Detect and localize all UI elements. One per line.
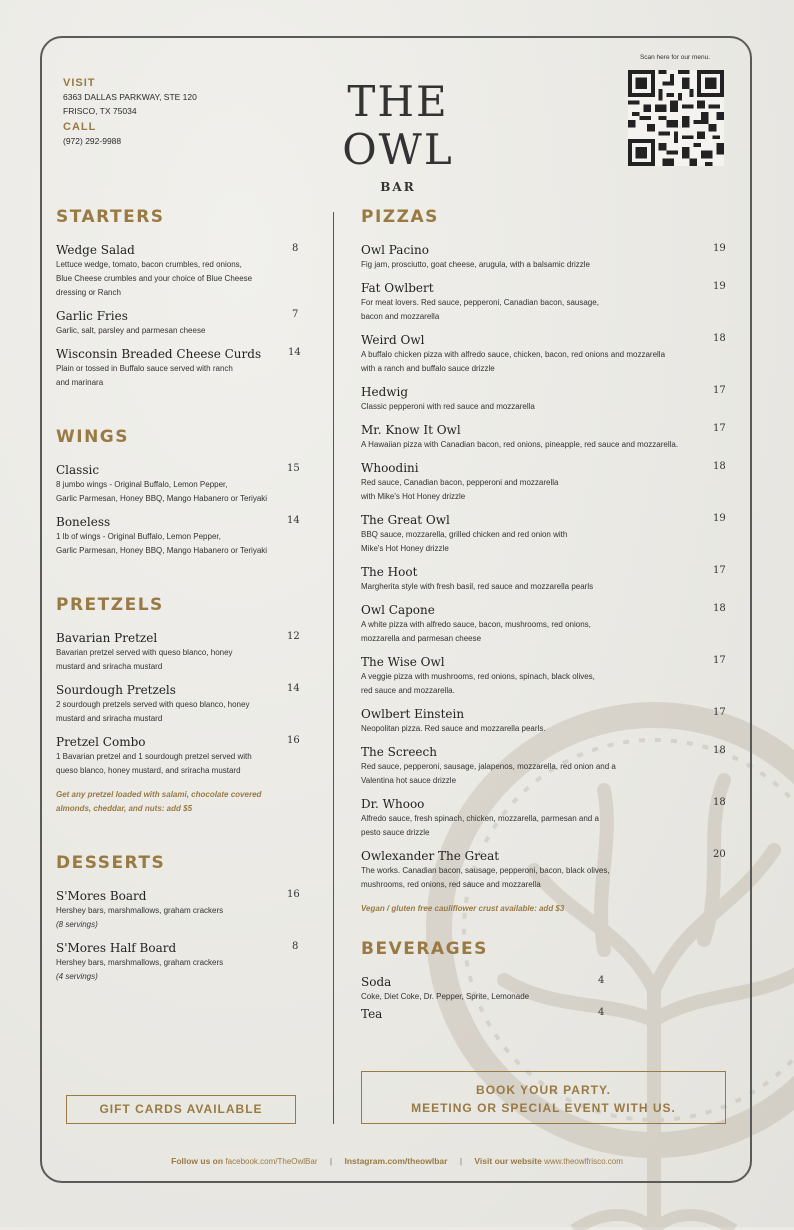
item-desc: Neopolitan pizza. Red sauce and mozzarella pearls. (361, 724, 546, 733)
item-desc: Plain or tossed in Buffalo sauce served with ranch (56, 364, 233, 373)
item-price: 18 (713, 603, 726, 614)
item-desc: For meat lovers. Red sauce, pepperoni, Canadian bacon, sausage, (361, 298, 599, 307)
starters-title: STARTERS (56, 207, 165, 227)
item-name: Whoodini (361, 461, 419, 475)
item-desc: Hershey bars, marshmallows, graham crackers (56, 906, 224, 915)
contact-info (63, 76, 197, 148)
item-name: Wisconsin Breaded Cheese Curds (56, 347, 262, 361)
item-name: Tea (361, 1007, 383, 1021)
qr-caption: Scan here for our menu. (639, 54, 711, 61)
item-price: 12 (287, 631, 300, 642)
item-name: The Hoot (361, 565, 418, 579)
item-desc: 1 lb of wings - Original Buffalo, Lemon Pepper, (56, 532, 221, 541)
item-desc: red sauce and mozzarella. (361, 686, 455, 695)
menu-item (361, 384, 726, 414)
item-name: Owl Capone (361, 603, 435, 617)
item-price: 16 (287, 735, 300, 746)
item-desc: Coke, Diet Coke, Dr. Pepper, Sprite, Lemonade (361, 992, 530, 1001)
menu-item (56, 308, 306, 338)
item-price: 14 (287, 683, 300, 694)
item-desc: Red sauce, Canadian bacon, pepperoni and mozzarella (361, 478, 559, 487)
menu-item (361, 460, 726, 504)
menu-item (361, 422, 726, 452)
pretzel-note (56, 788, 261, 816)
logo-subtitle: BAR (380, 180, 416, 194)
item-price: 15 (287, 463, 300, 474)
item-price: 19 (713, 281, 726, 292)
item-price: 7 (292, 309, 299, 320)
item-price: 4 (598, 975, 605, 986)
item-name: Fat Owlbert (361, 281, 434, 295)
item-price: 17 (713, 707, 726, 718)
logo-title: THE OWL (342, 77, 454, 174)
item-name: Pretzel Combo (56, 735, 146, 749)
item-desc: Garlic, salt, parsley and parmesan cheese (56, 326, 206, 335)
item-desc: 2 sourdough pretzels served with queso blanco, honey (56, 700, 250, 709)
item-desc: Garlic Parmesan, Honey BBQ, Mango Habanero or Teriyaki (56, 546, 268, 555)
item-desc: Alfredo sauce, fresh spinach, chicken, mozzarella, parmesan and a (361, 814, 599, 823)
item-price: 17 (713, 655, 726, 666)
instagram-link[interactable]: Instagram.com/theowlbar (344, 1156, 448, 1166)
menu-item (56, 462, 306, 506)
item-name: Bavarian Pretzel (56, 631, 158, 645)
item-name: S'Mores Board (56, 889, 147, 903)
facebook-link[interactable]: facebook.com/TheOwlBar (225, 1157, 318, 1166)
item-name: Sourdough Pretzels (56, 683, 176, 697)
item-desc: 8 jumbo wings - Original Buffalo, Lemon Pepper, (56, 480, 228, 489)
menu-item (361, 332, 726, 376)
item-serving: (8 servings) (56, 920, 98, 929)
item-desc: pesto sauce drizzle (361, 828, 430, 837)
item-desc: Lettuce wedge, tomato, bacon crumbles, red onions, (56, 260, 242, 269)
item-serving: (4 servings) (56, 972, 98, 981)
facebook-label: Follow us on (171, 1156, 224, 1166)
call-label: CALL (63, 121, 97, 133)
item-price: 19 (713, 243, 726, 254)
item-name: Classic (56, 463, 100, 477)
item-name: Garlic Fries (56, 309, 128, 323)
item-name: Hedwig (361, 385, 409, 399)
menu-item (56, 630, 306, 674)
website-label: Visit our website (474, 1156, 542, 1166)
item-desc: Red sauce, pepperoni, sausage, jalapenos, mozzarella, red onion and a (361, 762, 616, 771)
menu-item (56, 888, 306, 932)
menu-item (361, 796, 726, 840)
item-desc: and marinara (56, 378, 104, 387)
menu-item (361, 564, 726, 594)
item-name: Owlexander The Great (361, 849, 500, 863)
item-desc: mozzarella and parmesan cheese (361, 634, 482, 643)
item-desc: Hershey bars, marshmallows, graham crackers (56, 958, 224, 967)
item-desc: Garlic Parmesan, Honey BBQ, Mango Habanero or Teriyaki (56, 494, 268, 503)
item-price: 4 (598, 1007, 605, 1018)
item-price: 19 (713, 513, 726, 524)
item-price: 14 (288, 347, 301, 358)
menu-item (361, 744, 726, 788)
item-desc: mustard and sriracha mustard (56, 714, 163, 723)
item-name: Owl Pacino (361, 243, 429, 257)
column-divider (333, 212, 334, 1124)
menu-item (361, 280, 726, 324)
note-line: Get any pretzel loaded with salami, chocolate covered (56, 790, 262, 799)
menu-item (361, 974, 611, 1004)
pizzas-title: PIZZAS (361, 207, 439, 227)
item-price: 20 (713, 849, 726, 860)
note-line: almonds, cheddar, and nuts: add $5 (56, 804, 193, 813)
menu-item (361, 654, 726, 698)
footer-separator: | (459, 1156, 463, 1166)
item-desc: with a ranch and buffalo sauce drizzle (361, 364, 495, 373)
menu-item (56, 734, 306, 778)
item-desc: Fig jam, prosciutto, goat cheese, arugula, with a balsamic drizzle (361, 260, 590, 269)
gift-cards-button[interactable]: GIFT CARDS AVAILABLE (66, 1095, 296, 1124)
item-desc: Margherita style with fresh basil, red sauce and mozzarella pearls (361, 582, 594, 591)
menu-item (361, 706, 726, 736)
item-desc: A Hawaiian pizza with Canadian bacon, red onions, pineapple, red sauce and mozzarella. (361, 440, 679, 449)
item-price: 17 (713, 565, 726, 576)
menu-item (56, 346, 306, 390)
item-name: Weird Owl (361, 333, 425, 347)
item-name: Soda (361, 975, 392, 989)
menu-item (56, 682, 306, 726)
menu-item (361, 602, 726, 646)
visit-label: VISIT (63, 77, 96, 89)
item-price: 18 (713, 461, 726, 472)
item-desc: Blue Cheese crumbles and your choice of Blue Cheese (56, 274, 253, 283)
item-price: 17 (713, 423, 726, 434)
item-desc: A veggie pizza with mushrooms, red onions, spinach, black olives, (361, 672, 595, 681)
item-price: 18 (713, 745, 726, 756)
book-party-button[interactable] (361, 1071, 726, 1124)
footer (0, 1156, 794, 1166)
item-desc: Classic pepperoni with red sauce and mozzarella (361, 402, 535, 411)
phone-number[interactable]: (972) 292-9988 (63, 136, 122, 146)
item-desc: queso blanco, honey mustard, and sriracha mustard (56, 766, 241, 775)
item-desc: mustard and sriracha mustard (56, 662, 163, 671)
address-line-1: 6363 DALLAS PARKWAY, STE 120 (63, 92, 197, 102)
item-desc: with Mike's Hot Honey drizzle (361, 492, 466, 501)
website-link[interactable]: www.theowlfrisco.com (544, 1157, 623, 1166)
item-name: The Wise Owl (361, 655, 445, 669)
item-desc: The works. Canadian bacon, sausage, pepperoni, bacon, black olives, (361, 866, 610, 875)
menu-item (56, 514, 306, 558)
item-desc: mushrooms, red onions, red sauce and mozzarella (361, 880, 541, 889)
item-name: Owlbert Einstein (361, 707, 465, 721)
item-price: 16 (287, 889, 300, 900)
item-desc: dressing or Ranch (56, 288, 121, 297)
item-price: 17 (713, 385, 726, 396)
footer-separator: | (329, 1156, 333, 1166)
item-desc: Bavarian pretzel served with queso blanco, honey (56, 648, 233, 657)
menu-item (361, 1006, 611, 1022)
wings-title: WINGS (56, 427, 130, 447)
menu-item (361, 848, 726, 892)
item-desc: 1 Bavarian pretzel and 1 sourdough pretzel served with (56, 752, 252, 761)
item-name: The Screech (361, 745, 437, 759)
book-party-line-1: BOOK YOUR PARTY. (476, 1083, 611, 1097)
item-name: Wedge Salad (56, 243, 135, 257)
item-desc: A buffalo chicken pizza with alfredo sauce, chicken, bacon, red onions and mozzarella (361, 350, 666, 359)
item-name: S'Mores Half Board (56, 941, 177, 955)
menu-item (56, 940, 306, 984)
logo (300, 78, 496, 194)
item-price: 8 (292, 941, 299, 952)
book-party-line-2: MEETING OR SPECIAL EVENT WITH US. (411, 1101, 676, 1115)
item-name: Boneless (56, 515, 111, 529)
item-name: The Great Owl (361, 513, 450, 527)
item-price: 18 (713, 333, 726, 344)
item-desc: BBQ sauce, mozzarella, grilled chicken and red onion with (361, 530, 568, 539)
item-name: Mr. Know It Owl (361, 423, 461, 437)
desserts-title: DESSERTS (56, 853, 166, 873)
pretzels-title: PRETZELS (56, 595, 164, 615)
item-desc: Valentina hot sauce drizzle (361, 776, 457, 785)
item-price: 14 (287, 515, 300, 526)
menu-item (361, 512, 726, 556)
item-desc: bacon and mozzarella (361, 312, 440, 321)
item-price: 18 (713, 797, 726, 808)
item-price: 8 (292, 243, 299, 254)
menu-item (361, 242, 726, 272)
beverages-title: BEVERAGES (361, 939, 488, 959)
item-name: Dr. Whooo (361, 797, 425, 811)
item-desc: Mike's Hot Honey drizzle (361, 544, 449, 553)
address-line-2: FRISCO, TX 75034 (63, 106, 137, 116)
menu-item (56, 242, 306, 300)
qr-code-icon[interactable] (628, 70, 724, 166)
item-desc: A white pizza with alfredo sauce, bacon, mushrooms, red onions, (361, 620, 591, 629)
pizza-note: Vegan / gluten free cauliflower crust available: add $3 (361, 904, 565, 913)
